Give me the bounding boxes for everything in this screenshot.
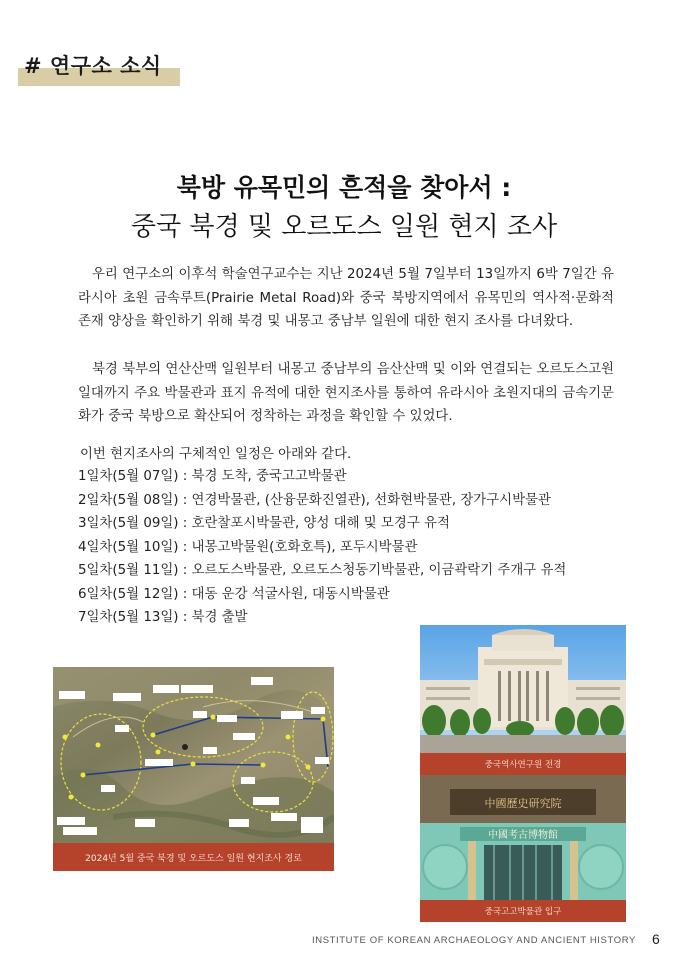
section-tag-label: # 연구소 소식 [24, 54, 162, 78]
museum-entrance-photo [420, 775, 626, 900]
map-caption: 2024년 5월 중국 북경 및 오르도스 일원 현지조사 경로 [53, 843, 334, 871]
paragraph-2-text: 북경 북부의 연산산맥 일원부터 내몽고 중남부의 음산산맥 및 이와 연결되는 오르도스고원 일대까지 주요 박물관과 표지 유적에 대한 현지조사를 통하여 유라시아 초원지대의 금속기문화가 중국 북방으로 확산되어 정착하는 과정을 확인할 수 있었다. [78, 362, 614, 424]
museum-photo-figure [420, 625, 626, 775]
route-map-image [53, 667, 334, 843]
museum-caption: 중국역사연구원 전경 [420, 753, 626, 775]
museum-sign-text: 中國歷史研究院 [484, 797, 562, 810]
article-title: 북방 유목민의 흔적을 찾아서 : [176, 173, 512, 202]
schedule-item: 1일차(5월 07일) : 북경 도착, 중국고고박물관 [78, 469, 347, 484]
schedule-item: 3일차(5월 09일) : 호란찰포시박물관, 양성 대해 및 모경구 유적 [78, 516, 450, 531]
schedule-item: 7일차(5월 13일) : 북경 출발 [78, 610, 248, 625]
schedule-item: 6일차(5월 12일) : 대동 운강 석굴사원, 대동시박물관 [78, 586, 390, 602]
museum-building-photo [420, 625, 626, 753]
section-tag [18, 50, 180, 86]
schedule-item: 5일차(5월 11일) : 오르도스박물관, 오르도스청동기박물관, 이금곽락기 주개구 유적 [78, 563, 567, 578]
paragraph-1-text: 우리 연구소의 이후석 학술연구교수는 지난 2024년 5월 7일부터 13일까지 6박 7일간 유라시아 초원 금속루트(Prairie Metal Road)와 중국 북방지역에서 유목민의 역사적·문화적 존재 양상을 확인하기 위해 북경 및 내몽고 중남부 일원에 대한 현지 조사를 다녀왔다. [78, 267, 614, 329]
gate-photo-figure [420, 775, 626, 922]
route-map-figure [53, 667, 334, 871]
gate-sign-text: 中國考古博物館 [488, 830, 558, 841]
schedule-intro: 이번 현지조사의 구체적인 일정은 아래와 같다. [80, 447, 352, 462]
schedule-item: 2일차(5월 08일) : 연경박물관, (산융문화진열관), 선화현박물관, 장가구시박물관 [78, 492, 551, 508]
schedule-list [78, 465, 566, 630]
footer-institute: INSTITUTE OF KOREAN ARCHAEOLOGY AND ANCIENT HISTORY [312, 935, 636, 946]
schedule-item: 4일차(5월 10일) : 내몽고박물원(호화호특), 포두시박물관 [78, 539, 418, 555]
map-svg [53, 667, 334, 843]
page-number: 6 [652, 931, 660, 947]
article-subtitle: 중국 북경 및 오르도스 일원 현지 조사 [130, 212, 558, 242]
paragraph-1 [78, 263, 614, 334]
paragraph-2 [78, 358, 614, 429]
gate-caption: 중국고고박물관 입구 [420, 900, 626, 922]
